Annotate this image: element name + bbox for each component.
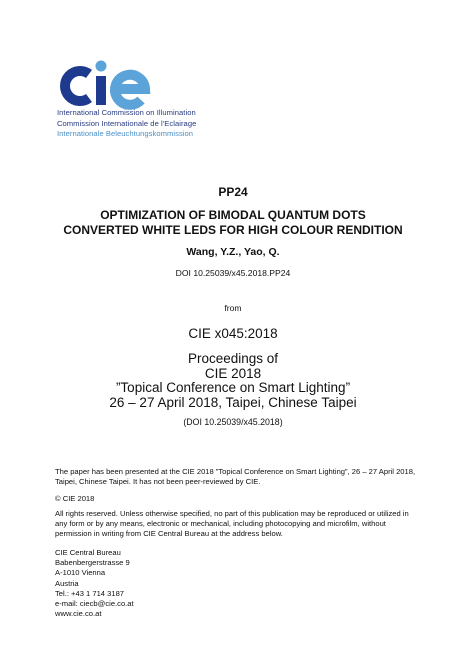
proceedings-doi: (DOI 10.25039/x45.2018)	[183, 417, 283, 427]
address-line-phone: Tel.: +43 1 714 3187	[55, 588, 125, 598]
proceedings-block	[0, 352, 466, 410]
paper-authors: Wang, Y.Z., Yao, Q.	[186, 246, 280, 258]
address-line-website[interactable]: www.cie.co.at	[55, 609, 102, 619]
paper-code: PP24	[218, 185, 248, 199]
logo-line-english: International Commission on Illumination	[57, 108, 196, 117]
paper-title-line-2: CONVERTED WHITE LEDS FOR HIGH COLOUR RENDITION	[63, 223, 403, 237]
address-line-email[interactable]: e-mail: ciecb@cie.co.at	[55, 599, 134, 609]
proceedings-line-3: ”Topical Conference on Smart Lighting”	[115, 380, 351, 395]
paper-doi: DOI 10.25039/x45.2018.PP24	[175, 268, 291, 278]
rights-notice: All rights reserved. Unless otherwise specified, no part of this publication may be reproduced or utilized in any form or by any means, electronic or mechanical, including photocopying and microfilm, without permission in writing from CIE Central Bureau at the address below.	[55, 509, 409, 539]
paper-title	[0, 208, 466, 238]
address-line-city: A-1010 Vienna	[55, 568, 106, 578]
proceedings-line-2: CIE 2018	[204, 365, 262, 381]
logo-line-french: Commission Internationale de l'Eclairage	[57, 118, 197, 128]
proceedings-series: CIE x045:2018	[188, 326, 278, 341]
address-line-street: Babenbergerstrasse 9	[55, 558, 130, 568]
address-block	[55, 548, 420, 619]
presented-notice: The paper has been presented at the CIE 2018 ”Topical Conference on Smart Lighting”, 26 – 27 April 2018, Taipei, Chinese Taipei. It has not been peer-reviewed by CIE.	[55, 467, 416, 487]
address-line-name: CIE Central Bureau	[55, 548, 121, 557]
proceedings-line-1: Proceedings of	[187, 351, 279, 366]
proceedings-line-4: 26 – 27 April 2018, Taipei, Chinese Taipei	[109, 394, 357, 410]
cie-logo-mark	[55, 58, 165, 110]
address-line-country: Austria	[55, 578, 79, 588]
copyright-notice: © CIE 2018	[55, 494, 95, 503]
cie-logo	[55, 58, 225, 144]
paper-title-line-1: OPTIMIZATION OF BIMODAL QUANTUM DOTS	[100, 208, 366, 222]
from-label: from	[224, 303, 242, 313]
logo-line-german: Internationale Beleuchtungskommission	[57, 129, 194, 139]
